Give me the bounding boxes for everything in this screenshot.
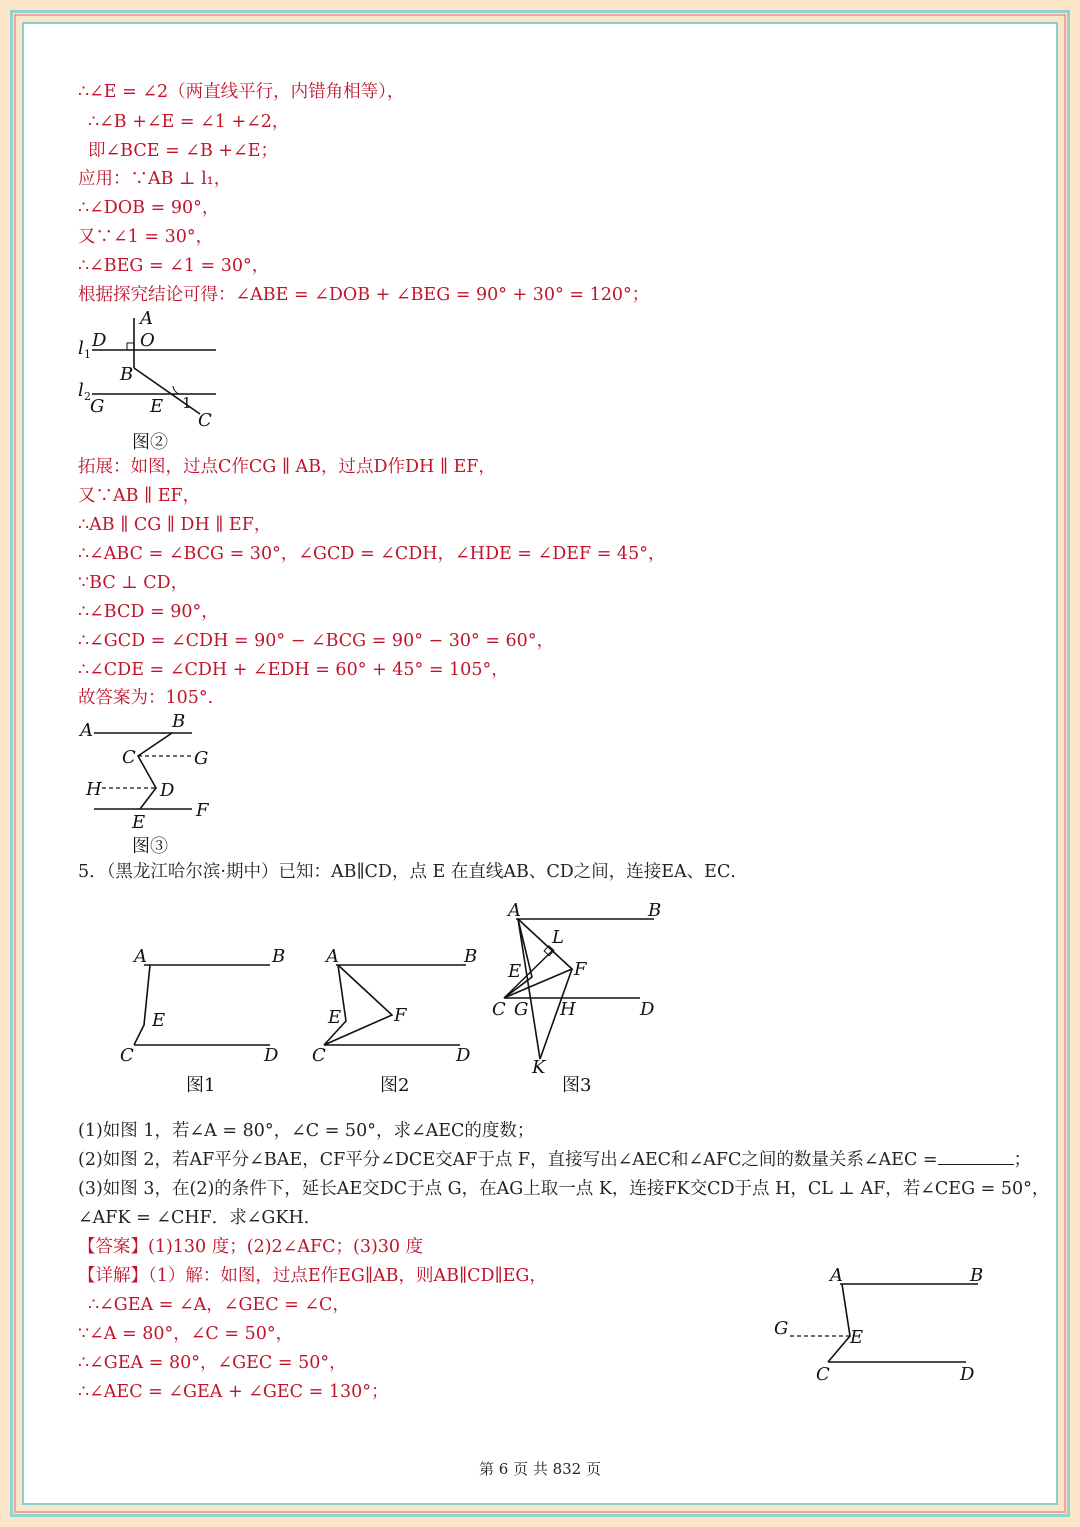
solution-line: ∵BC ⊥ CD， <box>78 573 189 593</box>
solution-line: 根据探究结论可得：∠ABE = ∠DOB + ∠BEG = 90° + 30° = 120°； <box>78 285 650 305</box>
f3-label-A: A <box>508 900 521 921</box>
question-5-part-2 <box>78 1148 1031 1172</box>
f3-label-E: E <box>508 961 522 982</box>
question-5-part-3: (3)如图 3，在(2)的条件下，延长AE交DC于点 G，在AG上取一点 K，连接FK交CD于点 H，CL ⊥ AF，若∠CEG = 50°， <box>78 1179 1050 1199</box>
detail-line: ∵∠A = 80°，∠C = 50°， <box>78 1324 294 1344</box>
label-D: D <box>160 780 175 801</box>
part-2-text: (2)如图 2，若AF平分∠BAE，CF平分∠DCE交AF于点 F，直接写出∠AEC和∠AFC之间的数量关系∠AEC = <box>78 1150 938 1170</box>
figure-3-caption: 图③ <box>132 836 168 857</box>
solution-line: 又∵∠1 = 30°， <box>78 227 214 247</box>
label-l1-sub: 1 <box>84 348 91 361</box>
side-label-G: G <box>774 1318 789 1339</box>
solution-line: ∴∠CDE = ∠CDH + ∠EDH = 60° + 45° = 105°， <box>78 660 509 680</box>
label-l1: l <box>78 338 84 359</box>
label-D: D <box>92 330 107 351</box>
f1-label-D: D <box>264 1045 279 1066</box>
solution-line: ∴∠BCD = 90°， <box>78 602 219 622</box>
question-5-stem: 5．（黑龙江哈尔滨·期中）已知：AB∥CD，点 E 在直线AB、CD之间，连接EA、EC． <box>78 862 748 882</box>
solution-line: ∴∠GCD = ∠CDH = 90° − ∠BCG = 90° − 30° = 60°， <box>78 631 555 651</box>
f3-label-F: F <box>574 959 587 980</box>
detail-line: 【详解】（1）解：如图，过点E作EG∥AB，则AB∥CD∥EG， <box>78 1266 547 1286</box>
detail-line: ∴∠GEA = 80°，∠GEC = 50°， <box>78 1353 347 1373</box>
label-angle-1: 1 <box>182 394 192 412</box>
solution-line: 即∠BCE = ∠B +∠E； <box>88 141 278 161</box>
solution-line: 拓展：如图，过点C作CG ∥ AB，过点D作DH ∥ EF， <box>78 457 496 477</box>
solution-line: ∴∠BEG = ∠1 = 30°， <box>78 256 270 276</box>
question-5-part-3-cont: ∠AFK = ∠CHF．求∠GKH． <box>78 1208 322 1228</box>
f3-label-H: H <box>560 999 576 1020</box>
solution-line: ∴AB ∥ CG ∥ DH ∥ EF， <box>78 515 272 535</box>
side-label-C: C <box>816 1364 830 1385</box>
side-label-E: E <box>850 1327 864 1348</box>
f2-label-F: F <box>394 1005 407 1026</box>
label-O: O <box>140 330 155 351</box>
question-5-part-1: (1)如图 1，若∠A = 80°，∠C = 50°，求∠AEC的度数； <box>78 1121 535 1141</box>
figure-2 <box>74 306 234 440</box>
page-footer: 第 6 页 共 832 页 <box>478 1460 601 1478</box>
f3-label-C: C <box>492 999 506 1020</box>
answer-blank <box>938 1148 1014 1165</box>
f1-label-A: A <box>134 946 147 967</box>
figure-3 <box>74 708 224 834</box>
label-l2-sub: 2 <box>84 390 91 403</box>
f2-label-A: A <box>326 946 339 967</box>
label-G: G <box>90 396 105 417</box>
side-label-A: A <box>830 1265 843 1286</box>
f3-label-D: D <box>640 999 655 1020</box>
answer-line: 【答案】(1)130 度；(2)2∠AFC；(3)30 度 <box>78 1237 424 1257</box>
solution-line: ∴∠B +∠E = ∠1 +∠2， <box>88 112 290 132</box>
solution-line: ∴∠E = ∠2（两直线平行，内错角相等）， <box>78 82 405 102</box>
label-E: E <box>150 396 164 417</box>
label-F: F <box>196 800 209 821</box>
solution-line: 应用：∵AB ⊥ l₁， <box>78 169 232 189</box>
f2-label-D: D <box>456 1045 471 1066</box>
f3-label-B: B <box>648 900 662 921</box>
f1-label-E: E <box>152 1010 166 1031</box>
side-label-B: B <box>970 1265 984 1286</box>
solution-line: 故答案为：105°. <box>78 688 214 708</box>
f2-label-E: E <box>328 1007 342 1028</box>
detail-line: ∴∠GEA = ∠A，∠GEC = ∠C， <box>88 1295 350 1315</box>
fig3-caption: 图3 <box>562 1075 592 1096</box>
label-C: C <box>198 410 212 431</box>
figure-2-caption: 图② <box>132 432 168 453</box>
solution-line: ∴∠ABC = ∠BCG = 30°，∠GCD = ∠CDH，∠HDE = ∠DEF = 45°， <box>78 544 666 564</box>
label-H: H <box>86 779 102 800</box>
f2-label-B: B <box>464 946 478 967</box>
fig1-caption: 图1 <box>186 1075 216 1096</box>
solution-line: 又∵AB ∥ EF， <box>78 486 201 506</box>
label-A: A <box>80 720 93 741</box>
label-C: C <box>122 747 136 768</box>
label-B: B <box>120 364 134 385</box>
solution-line: ∴∠DOB = 90°， <box>78 198 220 218</box>
label-B: B <box>172 711 186 732</box>
label-G: G <box>194 748 209 769</box>
side-figure <box>770 1260 1000 1394</box>
f2-label-C: C <box>312 1045 326 1066</box>
part-2-end: ； <box>1013 1150 1032 1170</box>
f3-label-K: K <box>532 1057 546 1078</box>
f3-label-G: G <box>514 999 529 1020</box>
f1-label-B: B <box>272 946 286 967</box>
label-l2: l <box>78 380 84 401</box>
label-E: E <box>132 812 146 830</box>
side-label-D: D <box>960 1364 975 1385</box>
fig2-caption: 图2 <box>380 1075 410 1096</box>
f1-label-C: C <box>120 1045 134 1066</box>
detail-line: ∴∠AEC = ∠GEA + ∠GEC = 130°； <box>78 1382 389 1402</box>
f3-label-L: L <box>552 927 564 948</box>
q5-figures <box>110 895 670 1099</box>
label-A: A <box>140 308 153 329</box>
